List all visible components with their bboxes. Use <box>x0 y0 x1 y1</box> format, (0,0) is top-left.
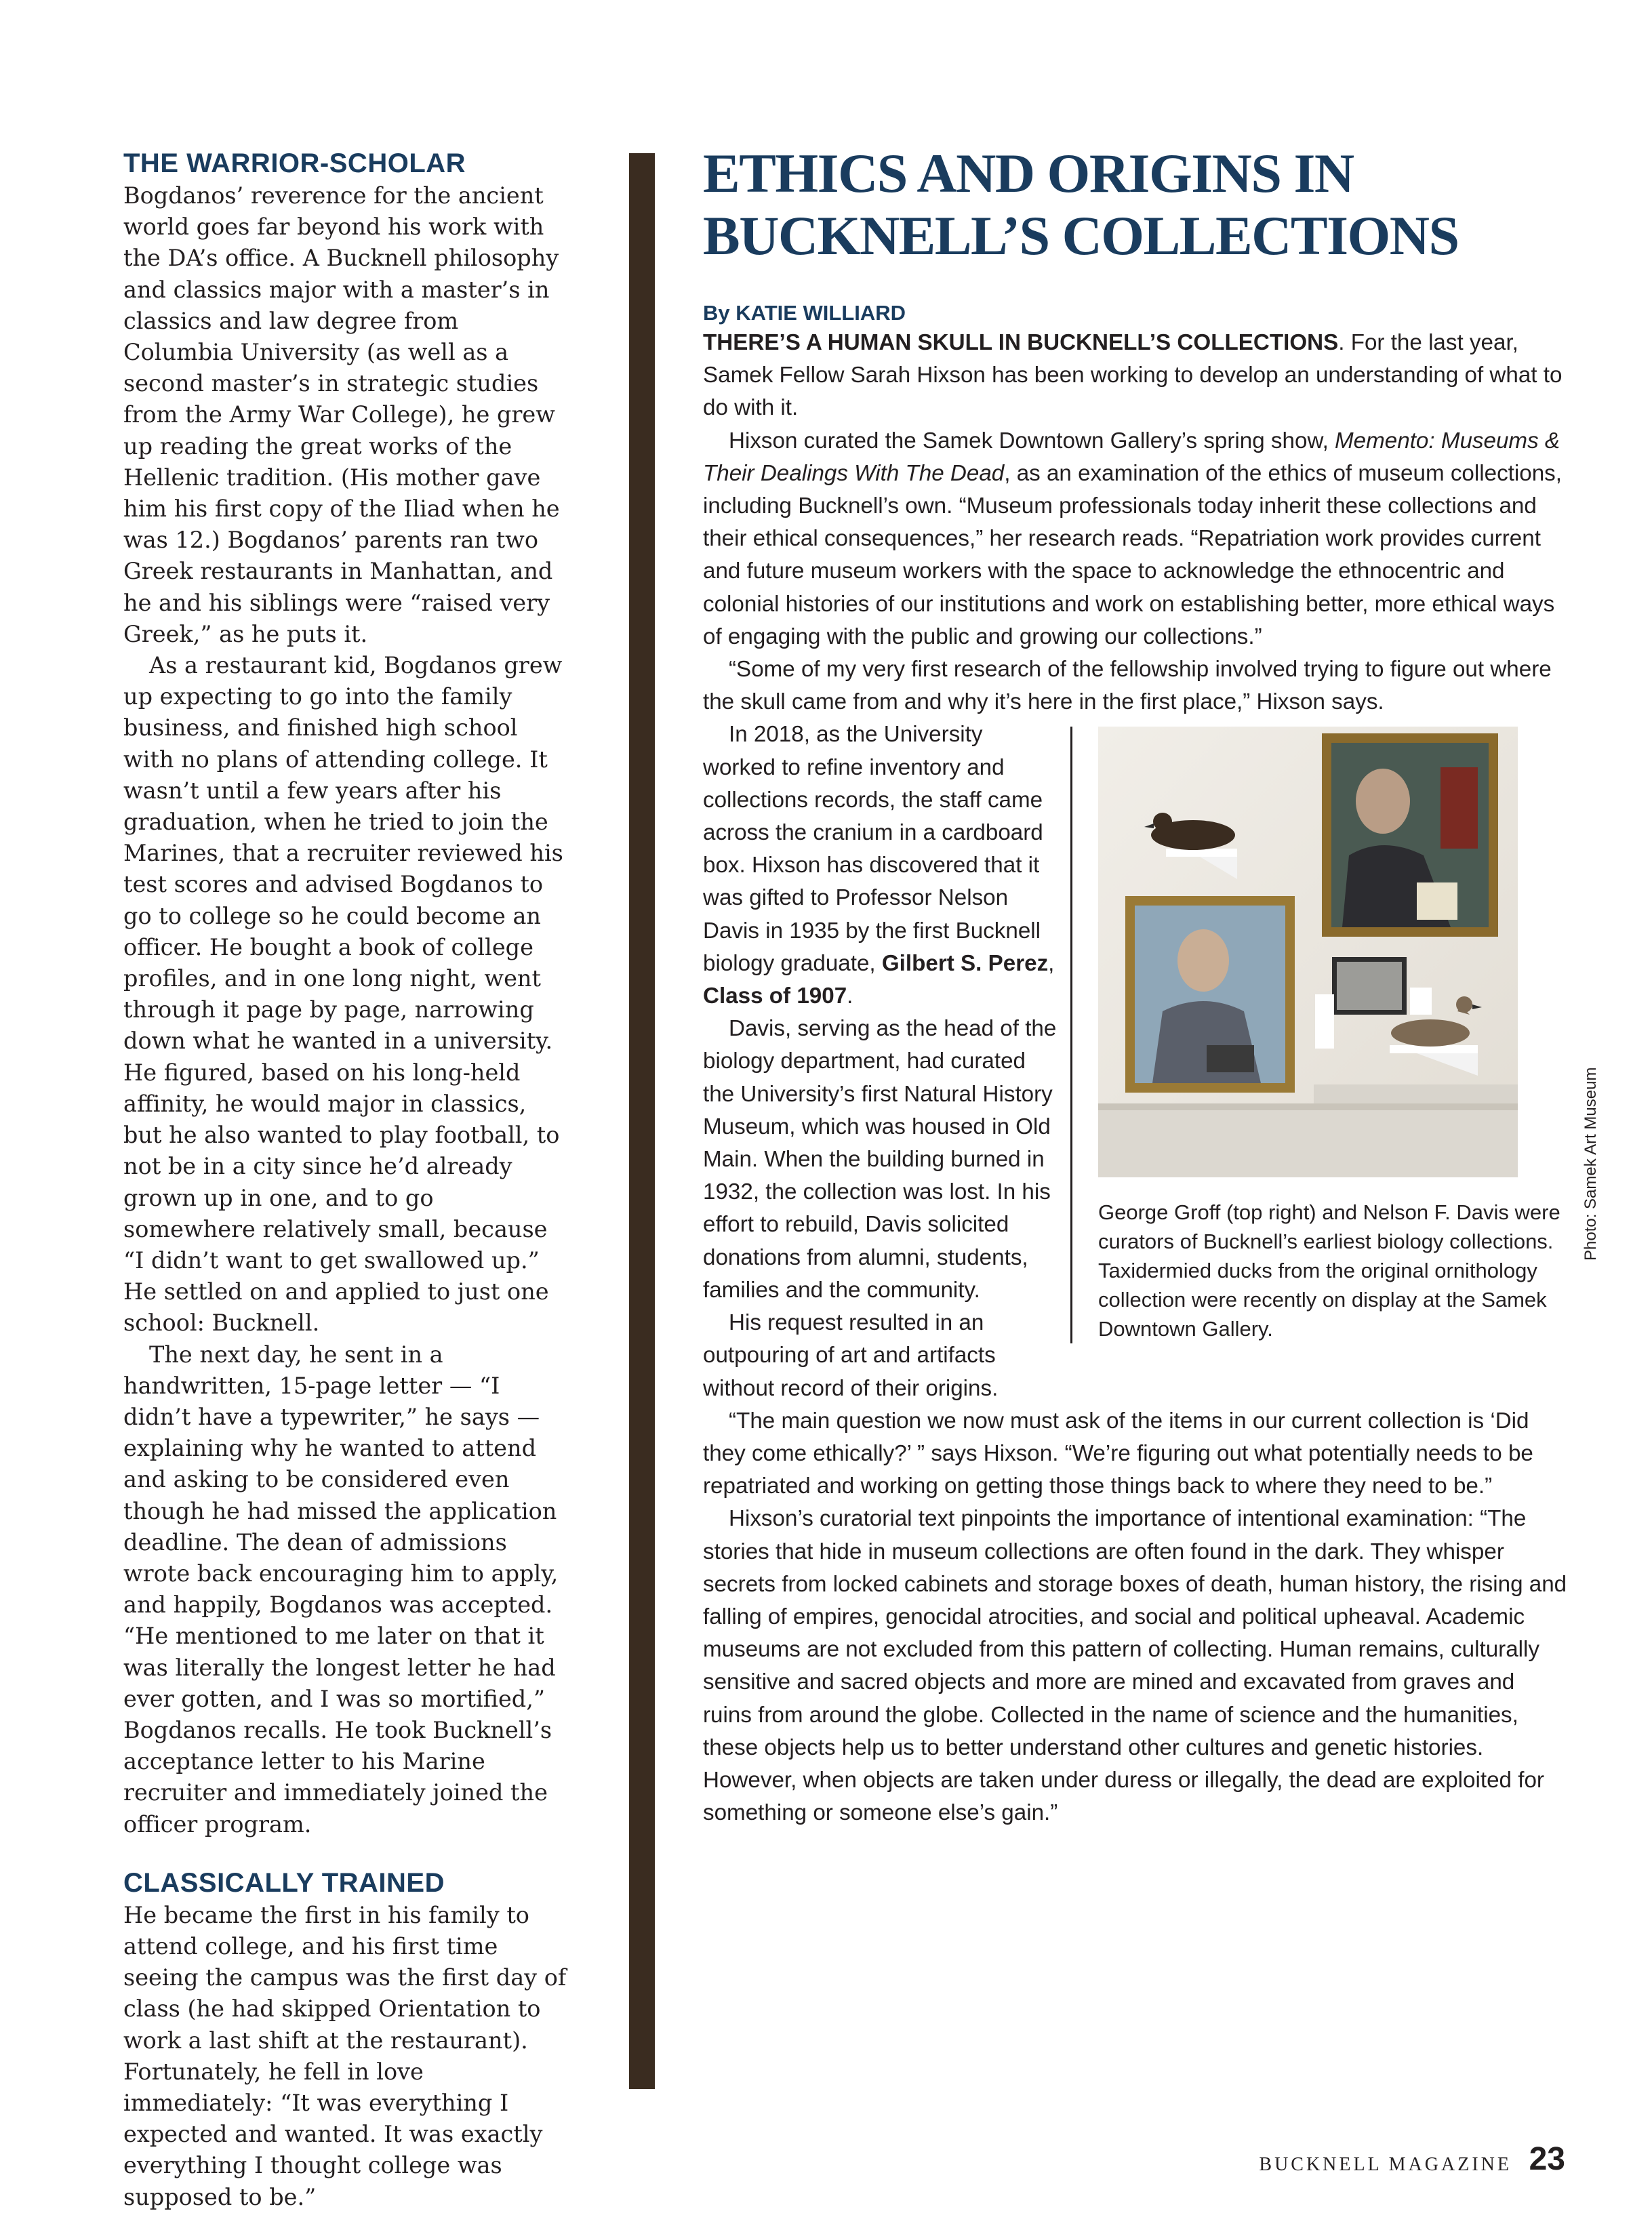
body-paragraph: The next day, he sent in a handwritten, 15-page letter — “I didn’t have a typewriter,” he says — explaining why he wanted to attend and asking to be considered even though he had missed the application deadline. The dean of admissions wrote back encouraging him to apply, and happily, Bogdanos was accepted. “He mentioned to me later on that it was literally the longest letter he had ever gotten, and I was so mortified,” Bogdanos recalls. He took Bucknell’s acceptance letter to his Marine recruiter and immediately joined the officer program. <box>123 1341 559 1838</box>
body-paragraph: Bogdanos’ reverence for the ancient world goes far beyond his work with the DA’s office. A Bucknell philosophy and classics major with a master’s in classics and law degree from Columbia University (as well as a second master’s in strategic studies from the Army War College), he grew up reading the great works of the Hellenic tradition. (His mother gave him his first copy of the Iliad when he was 12.) Bogdanos’ parents ran two Greek restaurants in Manhattan, and he and his siblings were “raised very Greek,” as he puts it. <box>123 182 560 647</box>
body-paragraph: “Some of my very first research of the fellowship involved trying to figure out where the skull came from and why it’s here in the first place,” Hixson says. <box>703 657 1552 715</box>
photo-caption: George Groff (top right) and Nelson F. Davis were curators of Bucknell’s earliest biology collections. Taxidermied ducks from the original ornithology collection were recently on display at the Samek Downtown Gallery. <box>1098 1200 1560 1341</box>
text-run: , <box>1048 950 1055 976</box>
page-number: 23 <box>1529 2141 1565 2177</box>
text-run: In 2018, as the University worked to refine inventory and collections records, the staff came across the cranium in a cardboard box. Hixson has discovered that it was gifted to Professor Nelson Davis in 1935 by the first Bucknell biology graduate, <box>703 722 1043 976</box>
exhibit-title: Memento: Museums & Their Dealings With The Dead <box>703 428 1560 486</box>
article-byline: By KATIE WILLIARD <box>703 301 906 325</box>
body-paragraph: “The main question we now must ask of the items in our current collection is ‘Did they come ethically?’ ” says Hixson. “We’re figuring out what potentially needs to be repatriated and working on getting those things back to where they need to be.” <box>703 1408 1533 1499</box>
lead-paragraph <box>703 327 1569 425</box>
photo-credit: Photo: Samek Art Museum <box>1582 1067 1600 1261</box>
body-paragraph: He became the first in his family to attend college, and his first time seeing the campus was the first day of class (he had skipped Orientation to work a last shift at the restaurant). Fortunately, he fell in love immediately: “It was everything I expected and wanted. It was exactly everything I thought college was supposed to be.” <box>123 1901 567 2210</box>
left-column <box>123 146 571 2213</box>
body-paragraph: His request resulted in an outpouring of art and artifacts without record of their origins. <box>703 1310 999 1401</box>
gallery-photo <box>1098 727 1518 1177</box>
lead-text: . For the last year, Samek Fellow Sarah Hixson has been working to develop an understanding of what to do with it. <box>703 330 1563 421</box>
section-heading-warrior-scholar: THE WARRIOR-SCHOLAR <box>123 148 466 178</box>
article-column <box>703 142 1569 1829</box>
alumnus-name: Gilbert S. Perez <box>881 950 1049 976</box>
section-heading-classically-trained: CLASSICALLY TRAINED <box>123 1867 445 1898</box>
body-paragraph: Davis, serving as the head of the biology department, had curated the University’s first Natural History Museum, which was housed in Old Main. When the building burned in 1932, the collection was lost. In his effort to rebuild, Davis solicited donations from alumni, students, families and the community. <box>703 1016 1057 1303</box>
class-year: Class of 1907 <box>703 983 847 1009</box>
text-run: . <box>847 983 853 1009</box>
magazine-name: BUCKNELL MAGAZINE <box>1259 2154 1512 2175</box>
article-title: ETHICS AND ORIGINS IN BUCKNELL’S COLLECTIONS <box>703 142 1459 266</box>
text-run: Hixson curated the Samek Downtown Gallery’s spring show, <box>729 428 1335 453</box>
photo-figure <box>1070 727 1569 1343</box>
text-run: , as an examination of the ethics of museum collections, including Bucknell’s own. “Museum professionals today inherit these collections and their ethical consequences,” her research reads. “Repatriation work provides current and future museum workers with the space to acknowledge the ethnocentric and colonial histories of our institutions and work on establishing better, more ethical ways of engaging with the public and growing our collections.” <box>703 460 1562 649</box>
column-divider-bar <box>629 153 655 2089</box>
body-paragraph: As a restaurant kid, Bogdanos grew up expecting to go into the family business, and finished high school with no plans of attending college. It wasn’t until a few years after his graduation, when he tried to join the Marines, that a recruiter reviewed his test scores and advised Bogdanos to go to college so he could become an officer. He bought a book of college profiles, and in one long night, went through it page by page, narrowing down what he wanted in a university. He figured, based on his long-held affinity, he would major in classics, but he also wanted to play football, to not be in a city since he’d already grown up in one, and to go somewhere relatively small, because “I didn’t want to get swallowed up.” He settled on and applied to just one school: Bucknell. <box>123 652 563 1337</box>
body-paragraph <box>703 425 1569 653</box>
body-paragraph: Hixson’s curatorial text pinpoints the importance of intentional examination: “The stories that hide in museum collections are often found in the dark. They whisper secrets from locked cabinets and storage boxes of death, human history, the rising and falling of empires, genocidal atrocities, and social and political upheaval. Academic museums are not excluded from this pattern of collecting. Human remains, culturally sensitive and sacred objects and more are mined and excavated from graves and ruins from around the globe. Collected in the name of science and the humanities, these objects help us to better understand other cultures and genetic histories. However, when objects are taken under duress or illegally, the dead are exploited for something or someone else’s gain.” <box>703 1506 1567 1826</box>
gallery-photo-illustration <box>1098 727 1518 1177</box>
lead-caps: THERE’S A HUMAN SKULL IN BUCKNELL’S COLLECTIONS <box>703 330 1339 355</box>
